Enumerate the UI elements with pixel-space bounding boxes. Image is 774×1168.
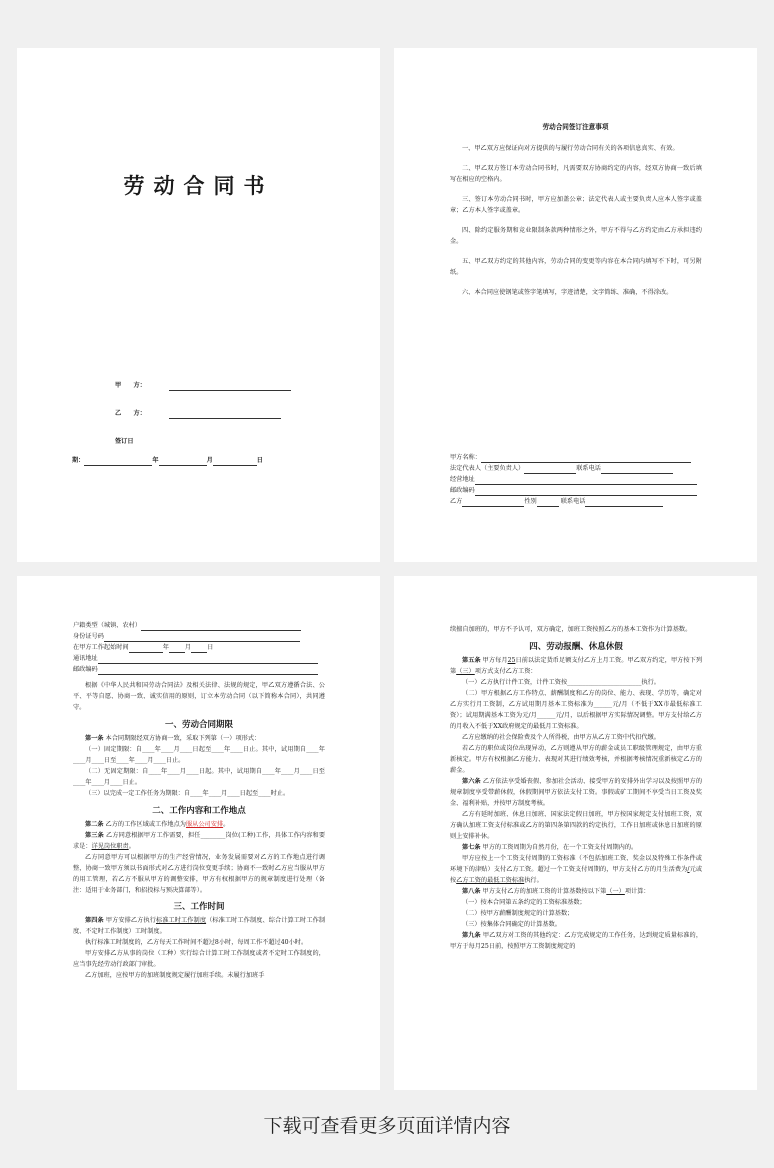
article-4-paragraph: 执行标准工时制度的，乙方每天工作时间不超过8小时，每周工作不超过40小时。 — [85, 939, 308, 946]
field-line[interactable] — [141, 622, 301, 631]
name-line[interactable] — [481, 454, 691, 463]
article-text: 甲乙双方对工资的其他约定：乙方完成规定的工作任务，达到规定质量标准的，甲方于每月25日前，按照甲方工资制度规定的 — [450, 932, 703, 950]
article-7-paragraph — [450, 853, 702, 886]
field-phone-label: 联系电话 — [576, 465, 601, 472]
field-b-label: 乙方 — [450, 498, 463, 505]
article-text: 元或按 — [450, 866, 703, 884]
intro-paragraph: 根据《中华人民共和国劳动合同法》及相关法律、法规的规定，甲乙双方遵循合法、公平、平等自愿、协商一致、诚实信用的原则，订立本劳动合同（以下简称本合同），共同遵守。 — [73, 682, 325, 711]
party-a-line[interactable] — [169, 380, 291, 391]
article-5-option-2: （二）甲方根据乙方工作特点、薪酬制度和乙方的岗位、能力、表现、学历等，确定对乙方实行月工资制，乙方试用期月基本工资标准为______元/月（不低于XX市最低标准工资）；试用期满基本工资为元/月______元/月，以后根据甲方实际情况调整。甲方支付给乙方的月收入不低于XX政府规定的最低月工资标准。 — [450, 690, 702, 730]
article-text: 乙方依法享受婚丧假、参加社会活动、接受甲方的安排外出学习以及按照甲方的规章制度享受带薪休假，休假期间甲方依法支付工资。事假或矿工期间不享受当日工资及奖金、福利补贴，并按甲方制度考核。 — [450, 778, 703, 807]
year-label: 年 — [152, 457, 159, 464]
contract-page-2 — [394, 576, 757, 1090]
article-text: 甲方应按上一个工资支付周期的工资标准（不包括加班工资、奖金以及特殊工作条件或环境下的津贴）支付乙方工资。超过一个工资支付周期的，甲方支付乙方的月生活费为 — [450, 855, 702, 873]
living-cost-value: / — [687, 866, 690, 873]
note-item: 一、甲乙双方应保证向对方提供的与履行劳动合同有关的各项信息真实、有效。 — [462, 145, 679, 152]
addr-line[interactable] — [475, 476, 697, 485]
article-5 — [450, 655, 702, 677]
day-label: 日 — [256, 457, 263, 464]
note-item: 三、签订本劳动合同书时，甲方应加盖公章；法定代表人或主要负责人应本人签字或盖章；乙方本人签字或盖章。 — [450, 196, 702, 214]
field-line[interactable] — [98, 655, 318, 664]
article-8-option-3: （三）按集体合同确定的计算基数。 — [462, 921, 561, 928]
note-item: 二、甲乙双方签订本劳动合同书时，凡需要双方协商约定的内容，经双方协商一致后填写在相应的空格内。 — [450, 165, 702, 183]
year-line[interactable] — [129, 644, 163, 653]
field-row — [73, 642, 325, 653]
b-line[interactable] — [462, 498, 524, 507]
article-label: 第二条 — [85, 821, 104, 828]
sign-date-label: 签订日 — [115, 438, 134, 445]
notes-page — [394, 48, 757, 562]
field-label: 邮政编码 — [73, 666, 98, 673]
article-3-paragraph: 乙方同意甲方可以根据甲方的生产经营情况，业务发展需要对乙方的工作地点进行调整，协商一致甲方须以书面形式对乙方进行岗位变更手续；协商不一致时乙方应当服从甲方的用工管理，若乙方不服从甲方的调整安排，甲方有权根据甲方的规章制度进行处理（备注：适用于业务部门，和招投标与预决算部等）。 — [73, 854, 325, 894]
article-text: 项方式支付乙方工资： — [474, 668, 537, 675]
article-text: 乙方同意根据甲方工作需要，担任________岗位(工种)工作，具体工作内容和要求是： — [73, 832, 326, 850]
article-text: 。 — [128, 843, 135, 850]
notes-list — [450, 143, 702, 298]
section-heading: 四、劳动报酬、休息休假 — [529, 642, 623, 652]
contract-page-1 — [17, 576, 380, 1090]
article-4 — [73, 915, 325, 937]
article-1-option-2: （二）无固定期限：自____年____月____日起。其中，试用期自____年____月____日至____年____月____日止。 — [73, 768, 325, 786]
month-label: 月 — [184, 644, 192, 651]
pay-day-value: 25 — [507, 657, 516, 664]
party-fields — [450, 452, 700, 507]
article-2 — [73, 819, 325, 830]
article-5-paragraph: 若乙方的职位或岗位出现异动，乙方则遵从甲方的薪金或员工职级管理规定，由甲方重新核定。甲方有权根据乙方能力、表现对其进行绩效考核，并根据考核情况重新核定乙方的薪金。 — [450, 745, 702, 774]
day-line[interactable] — [191, 644, 207, 653]
field-row-zip — [450, 485, 700, 496]
field-row-name — [450, 452, 700, 463]
pay-option-value: （三） — [456, 668, 475, 675]
article-text: 项计算： — [624, 888, 650, 895]
year-line[interactable] — [84, 456, 152, 466]
article-label: 第七条 — [462, 844, 481, 851]
field-gender-label: 性别 — [524, 498, 537, 505]
field-rep-label: 法定代表人（主要负责人） — [450, 465, 525, 472]
download-more-link[interactable]: 下载可查看更多页面详情内容 — [263, 1115, 511, 1137]
contract-body — [73, 680, 325, 981]
article-label: 第三条 — [85, 832, 104, 839]
gender-line[interactable] — [537, 498, 559, 507]
article-label: 第八条 — [462, 888, 481, 895]
rep-line[interactable] — [524, 465, 576, 474]
field-row — [73, 653, 325, 664]
field-row — [73, 664, 325, 675]
section-heading: 一、劳动合同期限 — [164, 720, 233, 730]
field-row-rep — [450, 463, 700, 474]
article-1-option-3: （三）以完成一定工作任务为期限：自____年____月____日起至____时止。 — [85, 790, 290, 797]
phone-line[interactable] — [601, 465, 673, 474]
field-row — [73, 631, 325, 642]
article-6-paragraph: 乙方有延时加班、休息日加班、国家法定假日加班，甲方按国家规定支付加班工资，双方确认加班工资支付标准或乙方的第四条第四款的约定执行，工作日加班或休息日加班的原则上安排补休。 — [450, 811, 702, 840]
note-item: 五、甲乙双方约定的其他内容，劳动合同的变更等内容在本合同内填写不下时，可另附纸。 — [450, 258, 702, 276]
work-location-value: 服从公司安排 — [185, 821, 224, 828]
living-cost-standard: 乙方工资的最低工资标准 — [456, 877, 525, 884]
article-4-paragraph: 甲方安排乙方从事的岗位（工种）实行综合计算工时工作制度或者不定时工作制度的，应当事先经劳动行政部门审批。 — [73, 950, 325, 968]
day-line[interactable] — [213, 456, 257, 466]
article-8-option-2: （二）按甲方薪酬制度规定的计算基数； — [462, 910, 574, 917]
article-5-option-1: （一）乙方执行计件工资，计件工资按________________________执行。 — [462, 679, 660, 686]
article-7 — [450, 842, 702, 853]
article-label: 第一条 — [85, 735, 104, 742]
article-label: 第四条 — [85, 917, 104, 924]
zip-line[interactable] — [475, 487, 697, 496]
field-row — [73, 620, 325, 631]
field-b-phone-label: 联系电话 — [560, 498, 586, 505]
article-text: 。 — [223, 821, 230, 828]
article-6 — [450, 776, 702, 809]
job-content-value: 详见岗位职责 — [91, 843, 129, 850]
continued-text: 续擅自加班的，甲方不予认可，双方确定，加班工资按照乙方的基本工资作为计算基数。 — [450, 626, 692, 633]
b-phone-line[interactable] — [585, 498, 663, 507]
article-text: 甲方每月 — [482, 657, 508, 664]
article-text: 甲方支付乙方的加班工资的计算基数按以下第 — [482, 888, 607, 895]
party-b-line[interactable] — [169, 408, 281, 419]
article-1-option-1: （一）固定期限：自____年____月____日起至____年____日止。其中，试用期自____年____月____日至____年____月____日止。 — [73, 746, 325, 764]
article-text: 本合同期限经双方协商一致，采取下列第（一）项形式： — [105, 735, 261, 742]
party-a-label: 甲 方： — [115, 382, 146, 389]
article-8 — [450, 886, 702, 897]
notes-title: 劳动合同签订注意事项 — [542, 123, 609, 131]
field-line[interactable] — [104, 633, 300, 642]
field-label: 户籍类型（城镇、农村） — [73, 622, 142, 629]
contract-body — [450, 624, 702, 952]
year-label: 年 — [162, 644, 169, 651]
article-text: 甲方安排乙方执行 — [105, 917, 156, 924]
article-label: 第九条 — [462, 932, 481, 939]
article-text: 甲方的工资周期为自然月份，在一个工资支付周期内的。 — [482, 844, 638, 851]
article-5-paragraph: 乙方应缴纳的社会保险费及个人所得税，由甲方从乙方工资中代扣代缴。 — [462, 734, 660, 741]
overtime-base-option: （一） — [606, 888, 625, 895]
date-prefix: 期： — [72, 457, 85, 464]
party-b-label: 乙 方： — [115, 410, 146, 417]
article-label: 第六条 — [462, 778, 481, 785]
field-label: 在甲方工作起始时间 — [73, 644, 129, 651]
month-label: 月 — [206, 457, 213, 464]
article-4-paragraph: 乙方加班，应按甲方的加班制度规定履行加班手续。未履行加班手 — [85, 972, 265, 979]
note-item: 四、除约定服务期和竞业限制条款两种情形之外，甲方不得与乙方约定由乙方承担违约金。 — [450, 227, 702, 245]
field-label: 身份证号码 — [73, 633, 104, 640]
field-name-label: 甲方名称： — [450, 454, 481, 461]
article-1 — [73, 733, 325, 744]
article-text: （标准工时工作制度、综合计算工时工作制度、不定时工作制度）工时制度。 — [73, 917, 326, 935]
article-label: 第五条 — [462, 657, 481, 664]
article-text: 乙方的工作区域或工作地点为 — [105, 821, 186, 828]
section-heading: 三、工作时间 — [173, 902, 225, 912]
article-text: 执行。 — [524, 877, 543, 884]
cover-page — [17, 48, 380, 562]
sign-date-row — [72, 455, 263, 466]
field-row-b — [450, 496, 700, 507]
field-line[interactable] — [98, 666, 318, 675]
day-label: 日 — [207, 644, 214, 651]
article-text: 日前以法定货币足额支付乙方上月工资。甲乙双方约定，甲方按下列第 — [450, 657, 703, 675]
article-9 — [450, 930, 702, 952]
article-8-option-1: （一）按本合同第五条约定的工资标准基数； — [462, 899, 586, 906]
note-item: 六、本合同应使钢笔或签字笔填写，字迹清楚，文字简练、准确，不得涂改。 — [462, 289, 673, 296]
field-row-addr — [450, 474, 700, 485]
article-3 — [73, 830, 325, 852]
employee-fields — [73, 620, 325, 675]
document-title: 劳动合同书 — [123, 174, 274, 198]
month-line[interactable] — [159, 456, 207, 466]
field-zip-label: 邮政编码 — [450, 487, 475, 494]
month-line[interactable] — [169, 644, 185, 653]
field-addr-label: 经营地址 — [450, 476, 475, 483]
work-hours-value: 标准工时工作制度 — [155, 917, 207, 924]
field-label: 通讯地址 — [73, 655, 98, 662]
section-heading: 二、工作内容和工作地点 — [152, 806, 246, 816]
